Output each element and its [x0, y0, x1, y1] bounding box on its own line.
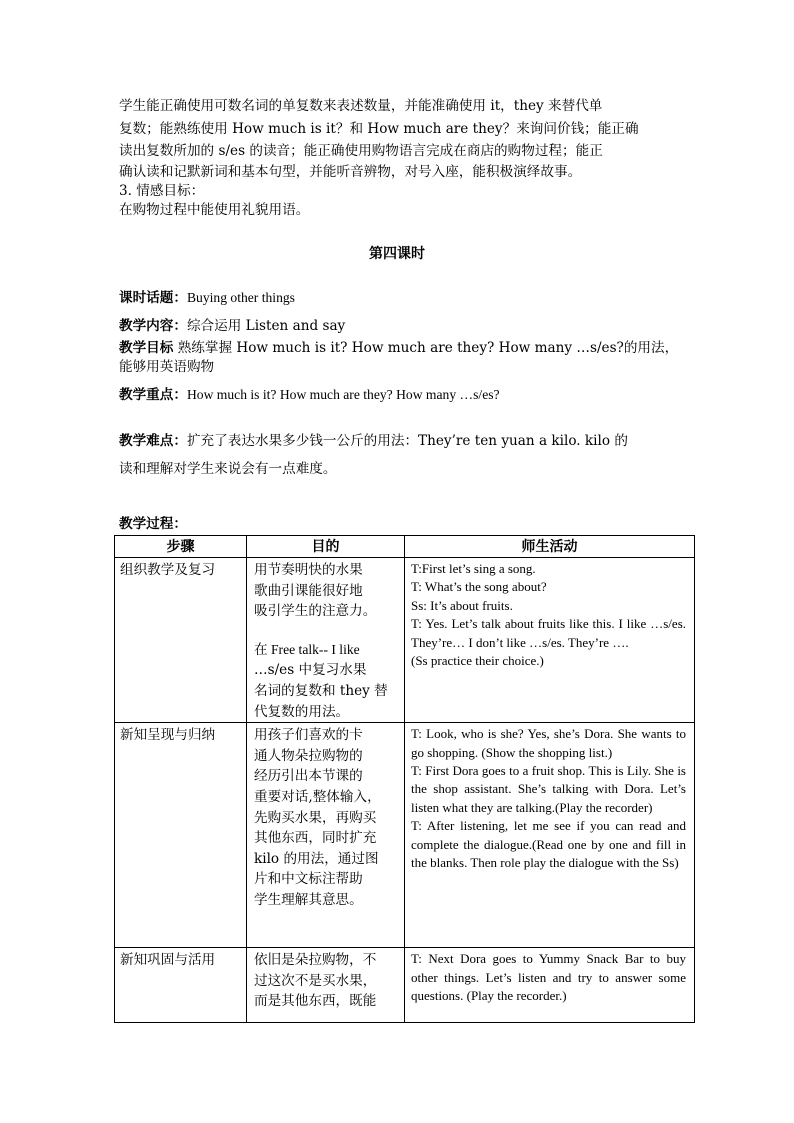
goal-spacer	[254, 622, 400, 640]
row-goal	[247, 723, 405, 948]
goal-line: 通人物朵拉购物的	[254, 747, 363, 764]
activity-line: T: After listening, let me see if you can read and complete the dialogue.(Read one by one and fill in the blanks. Then role play the dialogue with the Ss)	[411, 818, 686, 870]
activity-line: T: First Dora goes to a fruit shop. This is Lily. She is the shop assistant. She’s talking with Dora. Let’s listen what they are talking.(Play the recorder)	[411, 762, 686, 815]
difficulty-value: 扩充了表达水果多少钱一公斤的用法：They’re ten yuan a kilo. kilo 的	[186, 433, 628, 449]
emotion-goal-text: 在购物过程中能使用礼貌用语。	[119, 202, 310, 218]
goal-value: 熟练掌握 How much is it? How much are they? How many …s/es?的用法，	[173, 340, 679, 356]
key-points-value: How much is it? How much are they? How many …s/es?	[186, 387, 500, 402]
table-header-row	[115, 536, 695, 558]
emotion-goal-label: 3. 情感目标：	[119, 183, 205, 199]
goal-line: kilo 的用法，通过图	[254, 850, 379, 867]
goal-line: 用节奏明快的水果	[254, 562, 363, 578]
goal-label: 教学目标	[119, 340, 174, 356]
goal-line: 歌曲引课能很好地	[254, 582, 363, 599]
goal-line: 在 Free talk-- I like	[254, 641, 360, 657]
key-points-label: 教学重点：	[119, 387, 187, 403]
row-goal	[247, 948, 405, 1023]
activity-line: T: What’s the song about?	[411, 579, 547, 595]
table-row	[115, 948, 695, 1023]
intro-line-3: 读出复数所加的 s/es 的读音；能正确使用购物语言完成在商店的购物过程；能正	[119, 143, 603, 159]
table-row	[115, 558, 695, 723]
difficulty-label: 教学难点：	[119, 433, 187, 449]
goal-line: 依旧是朵拉购物，不	[254, 952, 377, 969]
goal-field	[119, 338, 678, 358]
row-activity	[405, 723, 695, 948]
goal-line: 过这次不是买水果，	[254, 972, 377, 989]
goal-line: …s/es 中复习水果	[254, 662, 367, 679]
process-label: 教学过程：	[119, 516, 187, 532]
difficulty-value-continued: 读和理解对学生来说会有一点难度。	[119, 461, 337, 477]
goal-line: 经历引出本节课的	[254, 768, 363, 785]
topic-value: Buying other things	[186, 290, 295, 305]
goal-line: 而是其他东西，既能	[254, 993, 377, 1010]
activity-line: T: Look, who is she? Yes, she’s Dora. She wants to go shopping. (Show the shopping list.)	[411, 726, 686, 760]
row-step: 新知巩固与活用	[115, 948, 247, 1023]
goal-line: 先购买水果，再购买	[254, 809, 377, 826]
goal-line: 其他东西，同时扩充	[254, 830, 377, 847]
goal-line: 名词的复数和 they 替	[254, 682, 388, 699]
header-goal: 目的	[247, 536, 405, 558]
activity-line: (Ss practice their choice.)	[411, 653, 544, 669]
goal-line: 片和中文标注帮助	[254, 871, 363, 888]
goal-line: 用孩子们喜欢的卡	[254, 727, 363, 744]
intro-line-1: 学生能正确使用可数名词的单复数来表述数量，并能准确使用 it，they 来替代单	[119, 98, 603, 114]
activity-line: Ss: It’s about fruits.	[411, 597, 513, 613]
row-step: 组织教学及复习	[115, 558, 247, 723]
row-step: 新知呈现与归纳	[115, 723, 247, 948]
goal-value-continued: 能够用英语购物	[119, 359, 215, 375]
row-activity	[405, 558, 695, 723]
header-activity: 师生活动	[405, 536, 695, 558]
activity-line: T: Next Dora goes to Yummy Snack Bar to buy other things. Let’s listen and try to answer some questions. (Play the recorder.)	[411, 951, 686, 1003]
topic-field	[119, 288, 295, 308]
intro-line-2: 复数；能熟练使用 How much is it？和 How much are they？来询问价钱；能正确	[119, 121, 639, 137]
content-field	[119, 316, 345, 336]
topic-label: 课时话题：	[119, 290, 187, 306]
row-goal	[247, 558, 405, 723]
goal-line: 重要对话,整体输入，	[254, 788, 381, 805]
content-value: 综合运用 Listen and say	[186, 318, 346, 334]
difficulty-field	[119, 431, 628, 451]
goal-line: 代复数的用法。	[254, 703, 350, 720]
header-step: 步骤	[115, 536, 247, 558]
table-row	[115, 723, 695, 948]
key-points-field	[119, 385, 500, 405]
activity-line: T: Yes. Let’s talk about fruits like this. I like …s/es. They’re… I don’t like …s/es. They’re ….	[411, 616, 686, 650]
activity-line: T:First let’s sing a song.	[411, 561, 536, 576]
goal-line: 吸引学生的注意力。	[254, 603, 377, 620]
goal-line: 学生理解其意思。	[254, 891, 363, 908]
content-label: 教学内容：	[119, 318, 187, 334]
teaching-process-table	[114, 535, 695, 1023]
lesson-heading: 第四课时	[369, 246, 425, 262]
intro-line-4: 确认读和记默新词和基本句型，并能听音辨物，对号入座，能积极演绎故事。	[119, 164, 582, 180]
row-activity	[405, 948, 695, 1023]
